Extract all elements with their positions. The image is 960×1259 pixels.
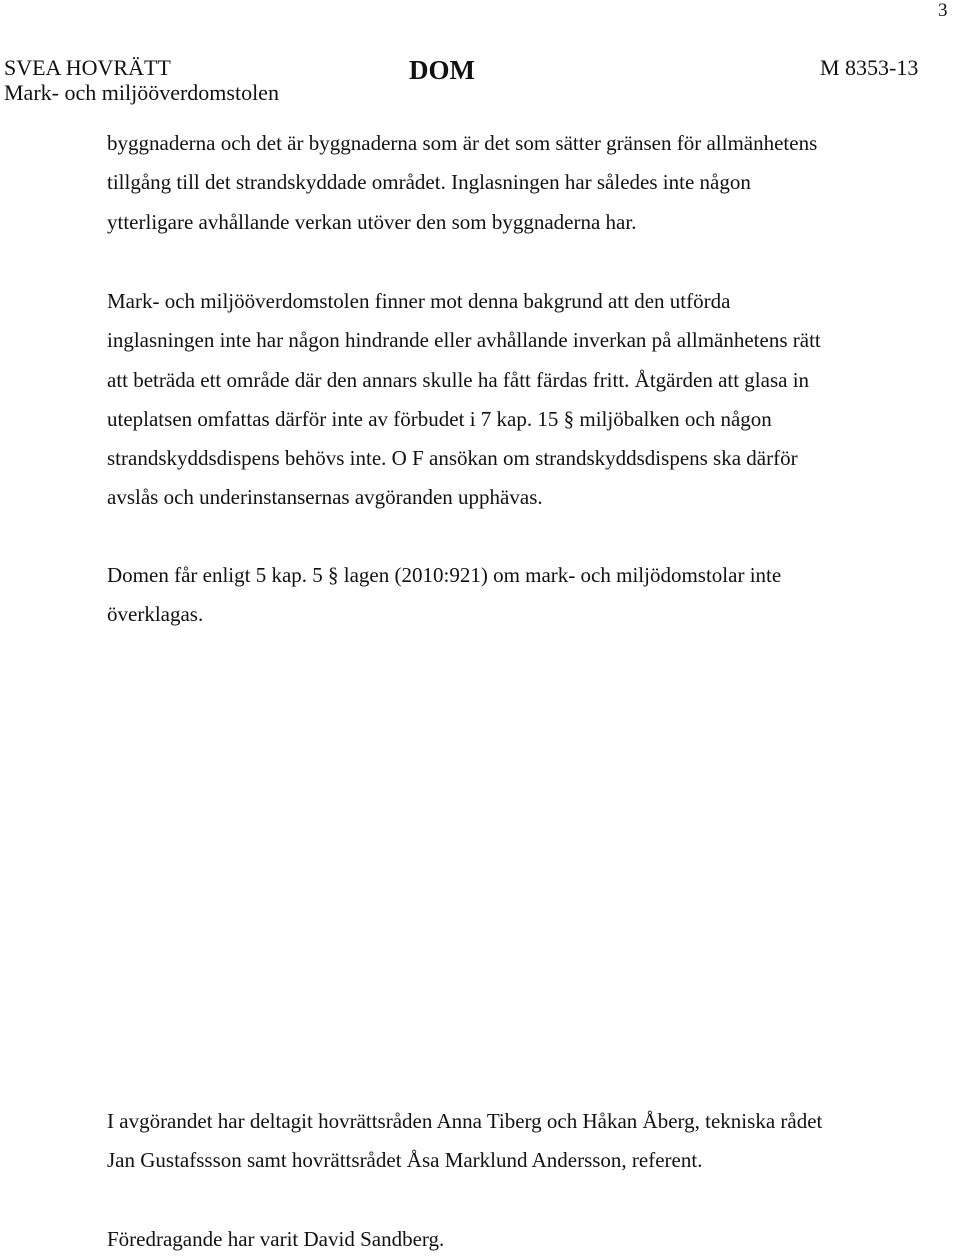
- court-name: SVEA HOVRÄTT: [4, 55, 171, 80]
- paragraph-rapporteur: [107, 1220, 907, 1259]
- text-line: Mark- och miljööverdomstolen finner mot denna bakgrund att den utförda: [107, 289, 731, 313]
- text-line: att beträda ett område där den annars skulle ha fått färdas fritt. Åtgärden att glasa in: [107, 367, 810, 392]
- text-line: avslås och underinstansernas avgöranden upphävas.: [107, 485, 543, 510]
- text-line: strandskyddsdispens behövs inte. O F ansökan om strandskyddsdispens ska därför: [107, 446, 798, 471]
- court-division: Mark- och miljööverdomstolen: [4, 80, 279, 105]
- paragraph-judges: [107, 1102, 907, 1181]
- case-number: M 8353-13: [820, 55, 919, 80]
- text-line: inglasningen inte har någon hindrande eller avhållande inverkan på allmänhetens rätt: [107, 328, 821, 353]
- paragraph-court-finding: [107, 282, 907, 518]
- text-line: Domen får enligt 5 kap. 5 § lagen (2010:921) om mark- och miljödomstolar inte: [107, 563, 782, 587]
- text-line: byggnaderna och det är byggnaderna som är det som sätter gränsen för allmänhetens: [107, 131, 818, 155]
- text-line: överklagas.: [107, 602, 204, 627]
- page-number: 3: [938, 0, 948, 21]
- text-line: ytterligare avhållande verkan utöver den som byggnaderna har.: [107, 209, 637, 234]
- text-line: Föredragande har varit David Sandberg.: [107, 1227, 445, 1251]
- paragraph-strandskydd-conclusion: [107, 124, 907, 242]
- text-line: tillgång till det strandskyddade området. Inglasningen har således inte någon: [107, 170, 751, 195]
- text-line: Jan Gustafssson samt hovrättsrådet Åsa Marklund Andersson, referent.: [107, 1148, 703, 1173]
- text-line: I avgörandet har deltagit hovrättsråden Anna Tiberg och Håkan Åberg, tekniska rådet: [107, 1109, 823, 1133]
- text-line: uteplatsen omfattas därför inte av förbudet i 7 kap. 15 § miljöbalken och någon: [107, 406, 772, 431]
- paragraph-appeal-notice: [107, 556, 907, 635]
- document-type: DOM: [409, 55, 475, 85]
